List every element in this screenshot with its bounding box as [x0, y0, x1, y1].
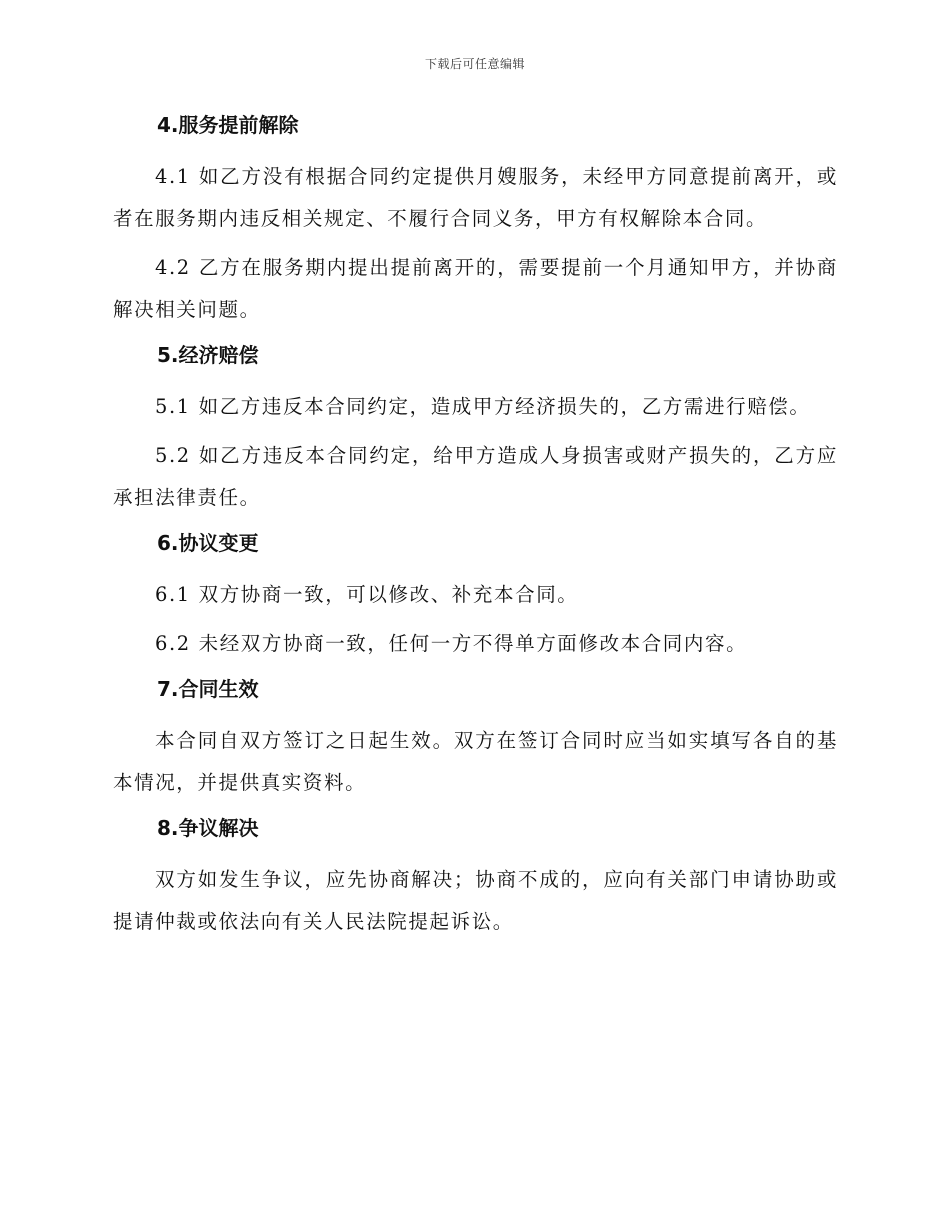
section-title: 6.协议变更	[157, 531, 259, 555]
paragraph: 5.2 如乙方违反本合同约定，给甲方造成人身损害或财产损失的，乙方应承担法律责任。	[113, 444, 838, 509]
section-agreement-change	[113, 526, 838, 665]
section-title: 7.合同生效	[157, 677, 259, 701]
section-title: 8.争议解决	[157, 816, 259, 840]
paragraph: 4.2 乙方在服务期内提出提前离开的，需要提前一个月通知甲方，并协商解决相关问题。	[113, 256, 838, 321]
paragraph: 6.2 未经双方协商一致，任何一方不得单方面修改本合同内容。	[155, 632, 748, 655]
paragraph: 双方如发生争议，应先协商解决；协商不成的，应向有关部门申请协助或提请仲裁或依法向有关人民法院提起诉讼。	[113, 868, 838, 933]
document-body	[113, 108, 838, 950]
paragraph: 本合同自双方签订之日起生效。双方在签订合同时应当如实填写各自的基本情况，并提供真实资料。	[113, 729, 838, 794]
paragraph: 6.1 双方协商一致，可以修改、补充本合同。	[155, 583, 579, 606]
header-note: 下载后可任意编辑	[424, 57, 525, 71]
section-compensation	[113, 338, 838, 519]
section-title: 5.经济赔偿	[157, 343, 259, 367]
paragraph: 5.1 如乙方违反本合同约定，造成甲方经济损失的，乙方需进行赔偿。	[155, 395, 811, 418]
section-service-termination	[113, 108, 838, 331]
section-dispute-resolution	[113, 811, 838, 943]
section-title: 4.服务提前解除	[157, 113, 299, 137]
section-contract-effective	[113, 672, 838, 804]
paragraph: 4.1 如乙方没有根据合同约定提供月嫂服务，未经甲方同意提前离开，或者在服务期内违反相关规定、不履行合同义务，甲方有权解除本合同。	[113, 165, 838, 230]
